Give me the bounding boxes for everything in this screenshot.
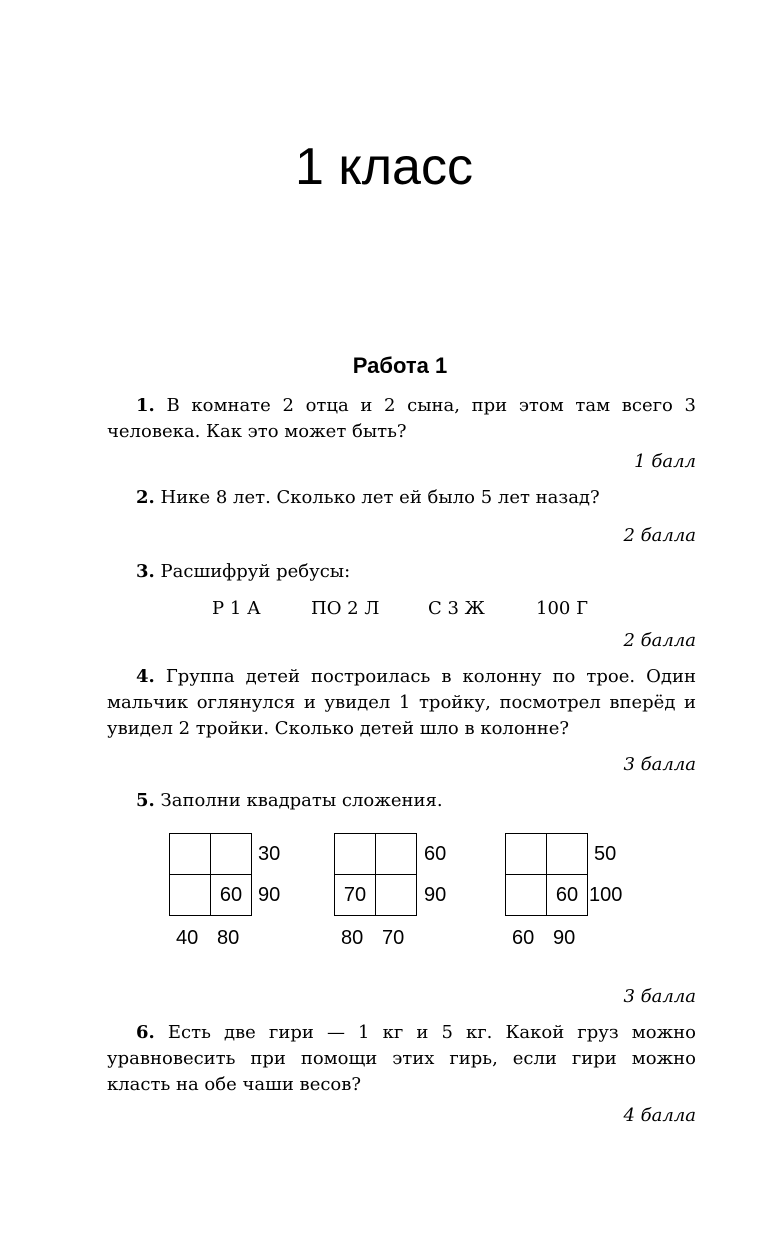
task-4 (107, 664, 696, 742)
task-4-points: 3 балла (623, 754, 696, 775)
square-cell: 70 (335, 875, 376, 916)
rebus-1: Р 1 А (212, 598, 261, 619)
rebus-3: С 3 Ж (428, 598, 485, 619)
square-cell[interactable] (170, 875, 211, 916)
square-cell[interactable] (506, 834, 547, 875)
grade-title: 1 класс (295, 138, 473, 196)
addition-square-1 (169, 833, 252, 916)
task-number: 1. (136, 395, 155, 416)
task-6 (107, 1020, 696, 1098)
row-sum: 100 (589, 884, 623, 906)
task-3-points: 2 балла (623, 630, 696, 651)
task-6-points: 4 балла (623, 1105, 696, 1126)
col-sum: 80 (217, 927, 240, 949)
col-sum: 90 (553, 927, 576, 949)
row-sum: 90 (424, 884, 447, 906)
row-sum: 50 (594, 843, 617, 865)
task-text: Есть две гири — 1 кг и 5 кг. Какой груз можно уравновесить при помощи этих гирь, если гири можно класть на обе чаши весов? (107, 1022, 696, 1095)
task-1 (107, 393, 696, 445)
square-cell[interactable] (547, 834, 588, 875)
addition-square-2 (334, 833, 417, 916)
col-sum: 70 (382, 927, 405, 949)
task-number: 6. (136, 1022, 155, 1043)
task-text: В комнате 2 отца и 2 сына, при этом там всего 3 человека. Как это может быть? (107, 395, 696, 442)
work-title: Работа 1 (352, 353, 448, 378)
col-sum: 80 (341, 927, 364, 949)
square-cell[interactable] (376, 834, 417, 875)
row-sum: 60 (424, 843, 447, 865)
task-5-points: 3 балла (623, 986, 696, 1007)
square-cell[interactable] (376, 875, 417, 916)
square-cell: 60 (211, 875, 252, 916)
task-2 (107, 485, 696, 511)
task-text: Расшифруй ребусы: (160, 561, 351, 582)
square-cell[interactable] (170, 834, 211, 875)
task-number: 4. (136, 666, 155, 687)
task-text: Группа детей построилась в колонну по трое. Один мальчик оглянулся и увидел 1 тройку, посмотрел вперёд и увидел 2 тройки. Сколько детей шло в колонне? (107, 666, 696, 739)
task-text: Заполни квадраты сложения. (160, 790, 443, 811)
square-cell[interactable] (211, 834, 252, 875)
square-cell[interactable] (335, 834, 376, 875)
task-1-points: 1 балл (634, 451, 696, 472)
rebus-4: 100 Г (536, 598, 588, 619)
rebus-2: ПО 2 Л (311, 598, 380, 619)
square-cell[interactable] (506, 875, 547, 916)
square-cell: 60 (547, 875, 588, 916)
col-sum: 60 (512, 927, 535, 949)
task-2-points: 2 балла (623, 525, 696, 546)
task-number: 3. (136, 561, 155, 582)
task-3 (107, 559, 696, 585)
row-sum: 30 (258, 843, 281, 865)
task-5 (107, 788, 696, 814)
addition-square-3 (505, 833, 588, 916)
row-sum: 90 (258, 884, 281, 906)
col-sum: 40 (176, 927, 199, 949)
task-number: 2. (136, 487, 155, 508)
task-text: Нике 8 лет. Сколько лет ей было 5 лет назад? (160, 487, 600, 508)
task-number: 5. (136, 790, 155, 811)
